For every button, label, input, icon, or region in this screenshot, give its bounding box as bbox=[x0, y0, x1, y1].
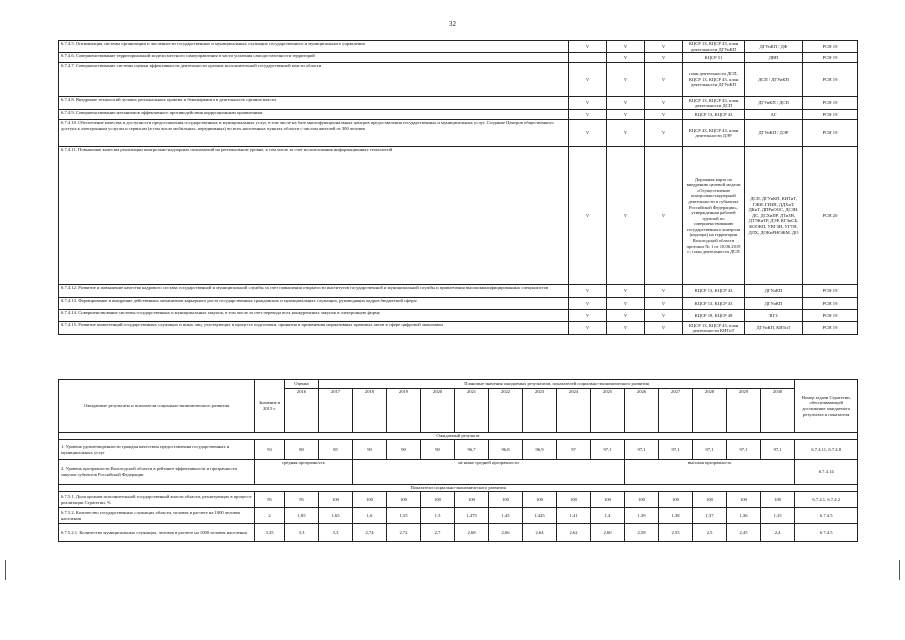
result-value: 1,65 bbox=[319, 508, 353, 524]
section-indicators: Показатели социально-экономического развития bbox=[59, 485, 858, 492]
measure-rsn: РСН 19 bbox=[803, 97, 858, 110]
measure-row bbox=[59, 120, 858, 147]
result-value: 2,55 bbox=[659, 524, 693, 542]
results-table bbox=[58, 379, 858, 542]
page-number: 32 bbox=[449, 20, 456, 28]
result-value: 100 bbox=[387, 492, 421, 508]
measure-text: 6.7.4.12. Развитие и повышение качества кадрового состава государственной и муниципальной службы за счет повышения открытости институтов государственной и муниципальной службы и привлечения высококвалифицированных специалистов bbox=[59, 285, 569, 298]
measure-documents: КЦСР 13, КЦСР 43, план деятельности ДСП bbox=[683, 97, 745, 110]
scan-mark-right bbox=[899, 560, 900, 580]
planned-header: Плановые значения ожидаемых результатов, показателей социально-экономического развития bbox=[319, 380, 795, 389]
period-mark-1: V bbox=[569, 147, 607, 285]
result-value: 1,35 bbox=[761, 508, 795, 524]
result-row bbox=[59, 524, 858, 542]
result-value: 100 bbox=[727, 492, 761, 508]
measure-rsn: РСН 20 bbox=[803, 147, 858, 285]
result-value: 1,41 bbox=[557, 508, 591, 524]
result-value-2015: 2 bbox=[255, 508, 285, 524]
measure-executors: ДГУиКП / ДЭР bbox=[745, 120, 803, 147]
result-row bbox=[59, 440, 858, 460]
result-value: 1,425 bbox=[523, 508, 557, 524]
result-value-2015: 3,35 bbox=[255, 524, 285, 542]
result-value: 3,3 bbox=[285, 524, 319, 542]
period-mark-3: V bbox=[645, 97, 683, 110]
period-mark-1: V bbox=[569, 120, 607, 147]
result-value: 2,74 bbox=[353, 524, 387, 542]
measure-row bbox=[59, 110, 858, 120]
result-task: 6.7.4.5 bbox=[795, 524, 858, 542]
result-name: 6.7.5.2.1. Количество муниципальных служащих, человек в расчете на 1000 человек населения bbox=[59, 524, 255, 542]
period-mark-3: V bbox=[645, 63, 683, 97]
year-header: 2021 bbox=[455, 389, 489, 433]
measure-documents: КЦСР 13, КЦСР 43, план деятельности КИТиТ bbox=[683, 322, 745, 335]
value2015-header: Значение в 2015 г. bbox=[255, 380, 285, 433]
year-header: 2018 bbox=[353, 389, 387, 433]
period-mark-1: V bbox=[569, 41, 607, 53]
measure-documents: КЦСР 13, КЦСР 43 bbox=[683, 298, 745, 310]
period-mark-3: V bbox=[645, 53, 683, 63]
result-value: 100 bbox=[489, 492, 523, 508]
result-value: 2,5 bbox=[693, 524, 727, 542]
result-value: 1,5 bbox=[421, 508, 455, 524]
result-level: высокая прозрачность bbox=[625, 460, 795, 485]
result-value: 2,66 bbox=[489, 524, 523, 542]
result-value: 1,37 bbox=[693, 508, 727, 524]
measure-row bbox=[59, 310, 858, 322]
result-value: 1,39 bbox=[625, 508, 659, 524]
measure-documents: КЦСР 18, КЦСР 48 bbox=[683, 310, 745, 322]
measure-rsn: РСН 19 bbox=[803, 322, 858, 335]
measure-documents: КЦСР 51 bbox=[683, 53, 745, 63]
year-header: 2027 bbox=[659, 389, 693, 433]
measure-text: 6.7.4.15. Развитие компетенций государственных служащих и иных лиц, участвующих в процессе подготовки, принятия и применения нормативных правовых актов в сфере цифровой экономики bbox=[59, 322, 569, 335]
year-header: 2023 bbox=[523, 389, 557, 433]
result-row bbox=[59, 492, 858, 508]
measure-text: 6.7.4.11. Повышение качества реализации контрольно-надзорных полномочий на региональном уровне, в том числе за счет использования информационных технологий bbox=[59, 147, 569, 285]
period-mark-2: V bbox=[607, 120, 645, 147]
year-header: 2025 bbox=[591, 389, 625, 433]
result-value: 97,1 bbox=[693, 440, 727, 460]
period-mark-1: V bbox=[569, 110, 607, 120]
result-value: 100 bbox=[761, 492, 795, 508]
period-mark-3: V bbox=[645, 110, 683, 120]
result-value-2015: 95 bbox=[255, 492, 285, 508]
result-value: 96,9 bbox=[523, 440, 557, 460]
measure-executors: ДГУиКП bbox=[745, 285, 803, 298]
result-value: 1,475 bbox=[455, 508, 489, 524]
result-value: 1,4 bbox=[591, 508, 625, 524]
period-mark-1 bbox=[569, 53, 607, 63]
result-value: 2,68 bbox=[455, 524, 489, 542]
result-value: 2,60 bbox=[591, 524, 625, 542]
period-mark-1: V bbox=[569, 322, 607, 335]
measure-row bbox=[59, 63, 858, 97]
result-name: 6.7.5.2. Количество государственных служащих области, человек в расчете на 1000 человек населения bbox=[59, 508, 255, 524]
period-mark-1: V bbox=[569, 285, 607, 298]
period-mark-2: V bbox=[607, 322, 645, 335]
measure-executors: АГ bbox=[745, 110, 803, 120]
period-mark-2: V bbox=[607, 147, 645, 285]
result-value: 85 bbox=[319, 440, 353, 460]
result-value: 97,1 bbox=[761, 440, 795, 460]
measure-executors: ДГУиКП / ДФ bbox=[745, 41, 803, 53]
period-mark-2: V bbox=[607, 110, 645, 120]
measure-text: 6.7.4.13. Формирование и внедрение действенных механизмов карьерного роста государственных гражданских и муниципальных служащих, руководящих кадров бюджетной сферы bbox=[59, 298, 569, 310]
result-value: 1,36 bbox=[727, 508, 761, 524]
result-value: 90 bbox=[353, 440, 387, 460]
measure-documents: КЦСР 43, КЦСР 43, план деятельности ДЭР bbox=[683, 120, 745, 147]
result-name: 2. Уровень прозрачности Вологодской области в рейтинге эффективности и прозрачности закупок субъектов Российской Федерации bbox=[59, 460, 255, 485]
result-task: 6.7.4.1, 6.7.4.2 bbox=[795, 492, 858, 508]
measure-executors: ДВП bbox=[745, 53, 803, 63]
measure-text: 6.7.4.7. Совершенствование системы оценки эффективности деятельности органов исполнительной государственной власти области bbox=[59, 63, 569, 97]
measure-documents: КЦСР 13, КЦСР 43 bbox=[683, 110, 745, 120]
result-value: 96,8 bbox=[489, 440, 523, 460]
result-value: 3,3 bbox=[319, 524, 353, 542]
measure-text: 6.7.4.14. Совершенствование системы государственных и муниципальных закупок, в том числе за счет перевода всех конкурентных закупок в электронную форму bbox=[59, 310, 569, 322]
measure-documents: КЦСР 13, КЦСР 43, план деятельности ДГУиКП bbox=[683, 41, 745, 53]
result-value: 100 bbox=[591, 492, 625, 508]
measure-rsn: РСН 19 bbox=[803, 63, 858, 97]
measure-text: 6.7.4.9. Совершенствование механизмов эффективного противодействия коррупционным проявлениям bbox=[59, 110, 569, 120]
measure-row bbox=[59, 147, 858, 285]
result-value: 2,58 bbox=[625, 524, 659, 542]
period-mark-1: V bbox=[569, 310, 607, 322]
result-value: 100 bbox=[319, 492, 353, 508]
measure-rsn: РСН 19 bbox=[803, 120, 858, 147]
measure-row bbox=[59, 97, 858, 110]
measure-text: 6.7.4.6. Совершенствование территориальной модели местного самоуправления в части усиления самодостаточности территорий bbox=[59, 53, 569, 63]
scan-mark-left bbox=[5, 560, 6, 580]
result-value: 97,1 bbox=[727, 440, 761, 460]
period-mark-2: V bbox=[607, 310, 645, 322]
year-header: 2026 bbox=[625, 389, 659, 433]
measure-row bbox=[59, 41, 858, 53]
result-value: 1,38 bbox=[659, 508, 693, 524]
result-value: 2,72 bbox=[387, 524, 421, 542]
year-header: 2028 bbox=[693, 389, 727, 433]
result-value: 100 bbox=[421, 492, 455, 508]
period-mark-3: V bbox=[645, 298, 683, 310]
result-value: 2,45 bbox=[727, 524, 761, 542]
result-value: 2,4 bbox=[761, 524, 795, 542]
result-value: 100 bbox=[557, 492, 591, 508]
period-mark-3: V bbox=[645, 285, 683, 298]
measure-text: 6.7.4.8. Внедрение технологий лучших региональных практик и бенчмаркинга в деятельность органов власти bbox=[59, 97, 569, 110]
period-mark-2: V bbox=[607, 53, 645, 63]
period-mark-3: V bbox=[645, 322, 683, 335]
result-value: 100 bbox=[353, 492, 387, 508]
result-value: 100 bbox=[625, 492, 659, 508]
measure-documents: Дорожная карта по внедрению целевой модели «Осуществление контрольно-надзорной деятельности в субъектах Российской Федерации», утвержденная рабочей группой по совершенствованию государственного контроля (надзора) на территории Вологодской области протокол № 1 от 18.06.2019 г.; план деятельности ДСП bbox=[683, 147, 745, 285]
result-level: не ниже средней прозрачности bbox=[353, 460, 625, 485]
measure-rsn: РСН 19 bbox=[803, 298, 858, 310]
period-mark-2: V bbox=[607, 298, 645, 310]
result-value: 97,1 bbox=[659, 440, 693, 460]
result-value: 1,6 bbox=[353, 508, 387, 524]
result-task: 6.7.4.5 bbox=[795, 508, 858, 524]
measures-table bbox=[58, 40, 858, 335]
result-value: 100 bbox=[659, 492, 693, 508]
result-name: 1. Уровень удовлетворенности граждан качеством предоставления государственных и муниципальных услуг bbox=[59, 440, 255, 460]
measure-documents: КЦСР 13, КЦСР 43 bbox=[683, 285, 745, 298]
year-header: 2030 bbox=[761, 389, 795, 433]
result-value: 90 bbox=[421, 440, 455, 460]
measure-rsn: РСН 19 bbox=[803, 53, 858, 63]
period-mark-1: V bbox=[569, 63, 607, 97]
result-task: 6.7.4.14 bbox=[795, 460, 858, 485]
result-value: 90 bbox=[387, 440, 421, 460]
result-value: 97 bbox=[557, 440, 591, 460]
year-header: 2022 bbox=[489, 389, 523, 433]
result-value: 100 bbox=[455, 492, 489, 508]
measure-executors: ВГЗ bbox=[745, 310, 803, 322]
period-mark-3: V bbox=[645, 120, 683, 147]
measure-executors: ДГУиКП, КИТиТ bbox=[745, 322, 803, 335]
year-header: 2024 bbox=[557, 389, 591, 433]
measure-row bbox=[59, 298, 858, 310]
period-mark-1: V bbox=[569, 298, 607, 310]
measure-documents: план деятельности ДСП, КЦСР 13, КЦСР 43, план деятельности ДГУиКП bbox=[683, 63, 745, 97]
measure-row bbox=[59, 285, 858, 298]
year-header: 2017 bbox=[319, 389, 353, 433]
period-mark-1: V bbox=[569, 97, 607, 110]
result-value: 1,45 bbox=[489, 508, 523, 524]
result-task: 6.7.4.11, 6.7.4.8 bbox=[795, 440, 858, 460]
result-value: 95 bbox=[285, 492, 319, 508]
strategy-no-header: Номер задачи Стратегии, обеспечивающей достижение ожидаемого результата и показателя bbox=[795, 380, 858, 433]
year-header: 2020 bbox=[421, 389, 455, 433]
period-mark-2: V bbox=[607, 63, 645, 97]
period-mark-3: V bbox=[645, 310, 683, 322]
result-value: 80 bbox=[285, 440, 319, 460]
measure-text: 6.7.4.5. Оптимизация системы организации и численности государственных и муниципальных служащих государственного и муниципального управления bbox=[59, 41, 569, 53]
measure-executors: ДСП / ДГУиКП bbox=[745, 63, 803, 97]
year-header: 2019 bbox=[387, 389, 421, 433]
measure-row bbox=[59, 53, 858, 63]
result-value: 1,85 bbox=[285, 508, 319, 524]
indicator-header: Ожидаемые результаты и показатели социально-экономического развития bbox=[59, 380, 255, 433]
result-value: 2,62 bbox=[557, 524, 591, 542]
estimate-header: Оценка bbox=[285, 380, 319, 389]
measure-executors: ДСП, ДГУиКП, КИТиТ, ГЖИ, ГИЗН, ДДХиТ, ДКиТ, ДПРиООС, ДСЗН, ДС, ДСХиПР, ДТиЗН, ДТЭКиТР, ДЭР, КГЗиСБ, КООКП, УВГЗН, УГТН, ДЛХ, ДОКиРНОЖМ, ДО bbox=[745, 147, 803, 285]
measure-rsn: РСН 19 bbox=[803, 41, 858, 53]
result-row bbox=[59, 508, 858, 524]
measure-rsn: РСН 19 bbox=[803, 285, 858, 298]
result-value: 97,1 bbox=[625, 440, 659, 460]
measure-rsn: РСН 19 bbox=[803, 310, 858, 322]
year-header: 2016 bbox=[285, 389, 319, 433]
period-mark-3: V bbox=[645, 41, 683, 53]
measure-text: 6.7.4.10. Обеспечение качества и доступности предоставления государственных и муниципальных услуг, в том числе на базе многофункциональных центров предоставления государственных и муниципальных услуг. Создание Центров общественного доступа к электронным услугам и сервисам (в том числе мобильных, передвижных) во всех населенных пунктах области с числом жителей от 300 человек bbox=[59, 120, 569, 147]
result-value: 2,64 bbox=[523, 524, 557, 542]
result-value: 96,7 bbox=[455, 440, 489, 460]
result-value: 97,1 bbox=[591, 440, 625, 460]
period-mark-3: V bbox=[645, 147, 683, 285]
result-value: 100 bbox=[693, 492, 727, 508]
result-value-2015: 93 bbox=[255, 440, 285, 460]
period-mark-2: V bbox=[607, 285, 645, 298]
measure-rsn: РСН 19 bbox=[803, 110, 858, 120]
result-value: 1,55 bbox=[387, 508, 421, 524]
result-row bbox=[59, 460, 858, 485]
measure-executors: ДГУиКП bbox=[745, 298, 803, 310]
result-level: средняя прозрачность bbox=[255, 460, 353, 485]
result-value: 2,7 bbox=[421, 524, 455, 542]
measure-executors: ДГУиКП / ДСП bbox=[745, 97, 803, 110]
measure-row bbox=[59, 322, 858, 335]
result-value: 100 bbox=[523, 492, 557, 508]
section-expected-result: Ожидаемый результат bbox=[59, 433, 858, 440]
period-mark-2: V bbox=[607, 41, 645, 53]
year-header: 2029 bbox=[727, 389, 761, 433]
period-mark-2: V bbox=[607, 97, 645, 110]
result-name: 6.7.5.1. Доля органов исполнительной государственной власти области, реализующих в процессе реализации Стратегии, % bbox=[59, 492, 255, 508]
